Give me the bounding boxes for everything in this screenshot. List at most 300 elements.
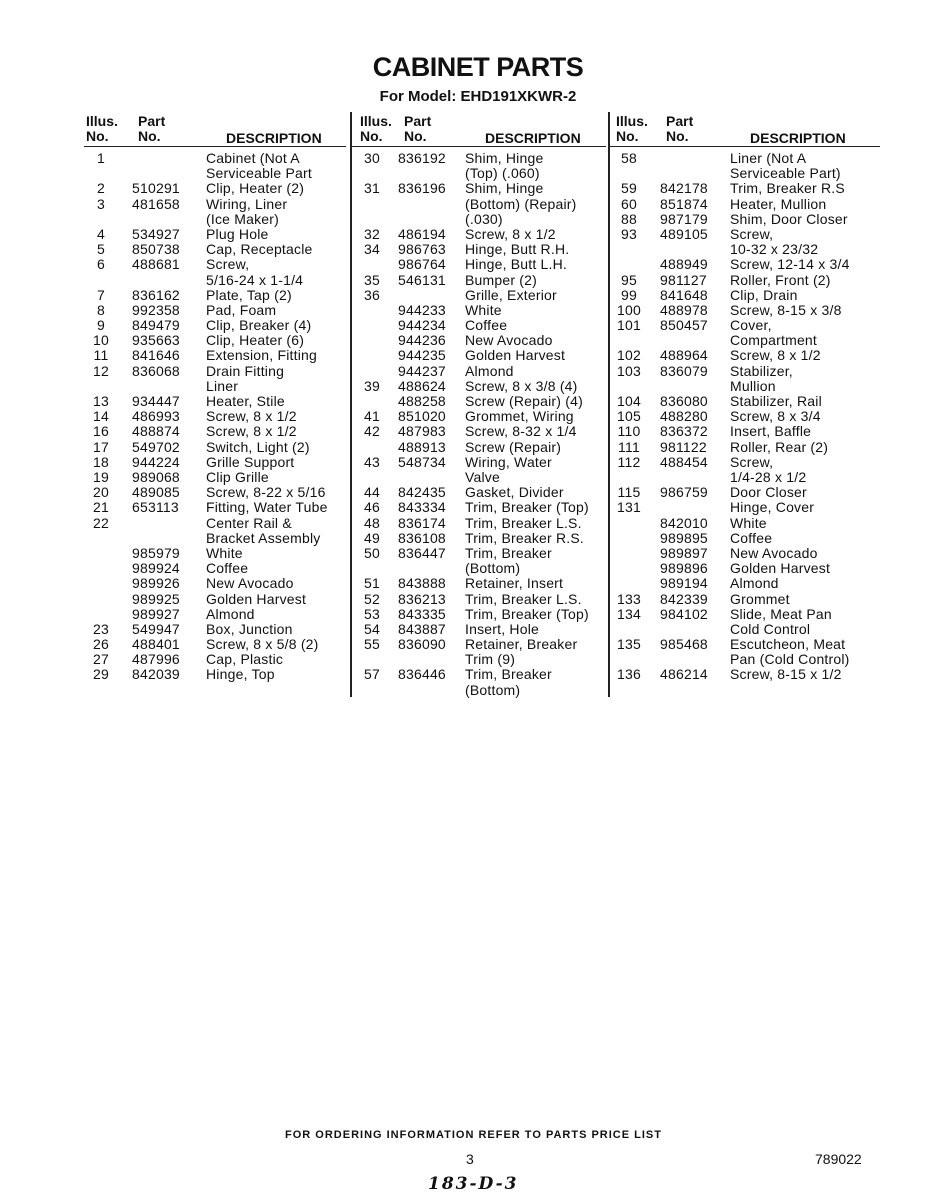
part-no: 989925	[132, 590, 180, 607]
description: Stabilizer, Mullion	[730, 362, 793, 394]
part-no: 488913	[398, 438, 446, 455]
part-row	[84, 348, 346, 363]
illus-no: 42	[364, 423, 380, 440]
illus-no: 21	[93, 499, 109, 516]
header-illus: Illus. No.	[360, 113, 392, 144]
description: Grille Support	[206, 453, 295, 470]
part-row	[84, 622, 346, 637]
part-no: 548734	[398, 453, 446, 470]
part-row	[610, 424, 880, 439]
part-no: 488874	[132, 423, 180, 440]
part-no: 985468	[660, 636, 708, 653]
description: New Avocado	[206, 575, 294, 592]
description: Clip, Breaker (4)	[206, 317, 312, 334]
part-no: 488964	[660, 347, 708, 364]
part-row	[352, 227, 606, 242]
illus-no: 12	[93, 362, 109, 379]
part-row	[84, 364, 346, 394]
part-row	[352, 364, 606, 379]
part-no: 549947	[132, 620, 180, 637]
part-no: 986764	[398, 256, 446, 273]
description: Almond	[206, 605, 255, 622]
part-row	[84, 318, 346, 333]
part-no: 486194	[398, 225, 446, 242]
part-row	[84, 394, 346, 409]
part-no: 836079	[660, 362, 708, 379]
illus-no: 111	[618, 438, 640, 455]
part-no: 989927	[132, 605, 180, 622]
description: Roller, Rear (2)	[730, 438, 829, 455]
part-row	[352, 257, 606, 272]
description: Roller, Front (2)	[730, 271, 831, 288]
part-no: 841648	[660, 286, 708, 303]
description: Clip, Heater (2)	[206, 180, 305, 197]
part-no: 488681	[132, 256, 180, 273]
illus-no: 115	[617, 484, 641, 501]
part-no: 944236	[398, 332, 446, 349]
part-no: 549702	[132, 438, 180, 455]
description: Screw, 8 x 1/2	[206, 423, 297, 440]
part-no: 944233	[398, 301, 446, 318]
description: New Avocado	[465, 332, 553, 349]
part-row	[84, 637, 346, 652]
part-row	[352, 607, 606, 622]
description: Heater, Mullion	[730, 195, 827, 212]
part-no: 488401	[132, 636, 180, 653]
part-row	[84, 424, 346, 439]
part-no: 981122	[660, 438, 707, 455]
part-row	[610, 394, 880, 409]
part-row	[610, 197, 880, 212]
part-row	[352, 242, 606, 257]
illus-no: 58	[621, 150, 637, 166]
illus-no: 52	[364, 590, 380, 607]
part-no: 843888	[398, 575, 446, 592]
part-no: 944224	[132, 453, 180, 470]
description: White	[206, 544, 243, 561]
part-row	[84, 257, 346, 287]
part-row	[610, 303, 880, 318]
illus-no: 60	[621, 195, 637, 212]
part-row	[610, 667, 880, 682]
illus-no: 26	[93, 636, 109, 653]
part-row	[84, 242, 346, 257]
illus-no: 2	[97, 180, 105, 197]
illus-no: 95	[621, 271, 637, 288]
part-row	[610, 592, 880, 607]
part-row	[352, 379, 606, 394]
illus-no: 105	[617, 408, 641, 425]
part-no: 836372	[660, 423, 708, 440]
illus-no: 136	[617, 666, 641, 683]
description: Trim, Breaker R.S	[730, 180, 845, 197]
part-no: 849479	[132, 317, 180, 334]
description: Golden Harvest	[465, 347, 566, 364]
illus-no: 20	[93, 484, 109, 501]
illus-no: 44	[364, 484, 380, 501]
part-row	[352, 318, 606, 333]
part-no: 944235	[398, 347, 446, 364]
illus-no: 10	[93, 332, 109, 349]
part-no: 534927	[132, 225, 180, 242]
part-row	[352, 546, 606, 576]
part-no: 985979	[132, 544, 180, 561]
description: Retainer, Breaker Trim (9)	[465, 636, 578, 668]
description: Screw, 5/16-24 x 1-1/4	[206, 256, 304, 288]
description: Box, Junction	[206, 620, 293, 637]
description: Bumper (2)	[465, 271, 538, 288]
part-row	[352, 455, 606, 485]
parts-column-3	[608, 112, 880, 697]
illus-no: 34	[364, 241, 380, 258]
illus-no: 16	[93, 423, 109, 440]
part-no: 488978	[660, 301, 708, 318]
header-part: Part No.	[138, 113, 166, 144]
illus-no: 43	[364, 453, 380, 470]
part-no: 488949	[660, 256, 708, 273]
description: Golden Harvest	[206, 590, 307, 607]
illus-no: 49	[364, 529, 380, 546]
part-row	[352, 500, 606, 515]
description: Screw (Repair) (4)	[465, 393, 583, 410]
illus-no: 93	[621, 225, 637, 242]
part-row	[610, 181, 880, 196]
part-no: 842435	[398, 484, 446, 501]
part-no: 989895	[660, 529, 708, 546]
illus-no: 102	[617, 347, 641, 364]
part-row	[610, 607, 880, 637]
illus-no: 133	[617, 590, 641, 607]
illus-no: 46	[364, 499, 380, 516]
illus-no: 18	[93, 453, 109, 470]
part-no: 851874	[660, 195, 708, 212]
part-no: 836162	[132, 286, 180, 303]
illus-no: 99	[621, 286, 637, 303]
description: Screw, 8-32 x 1/4	[465, 423, 577, 440]
part-row	[352, 516, 606, 531]
description: Trim, Breaker (Bottom)	[465, 666, 552, 698]
illus-no: 13	[93, 393, 109, 410]
page-title: CABINET PARTS	[372, 52, 584, 82]
description: Insert, Baffle	[730, 423, 812, 440]
part-row	[610, 318, 880, 348]
part-row	[610, 531, 880, 546]
part-row	[84, 516, 346, 546]
part-row	[352, 592, 606, 607]
part-no: 843334	[398, 499, 446, 516]
illus-no: 54	[364, 620, 380, 637]
illus-no: 29	[93, 666, 109, 683]
part-no: 836174	[398, 514, 446, 531]
part-no: 486214	[660, 666, 708, 683]
description: Liner (Not A Serviceable Part)	[730, 150, 841, 182]
part-row	[610, 227, 880, 257]
illus-no: 32	[364, 225, 380, 242]
description: Wiring, Liner (Ice Maker)	[206, 195, 288, 227]
description: Grille, Exterior	[465, 286, 557, 303]
part-row	[610, 455, 880, 485]
part-row	[610, 348, 880, 363]
column-header	[610, 112, 880, 147]
description: Trim, Breaker L.S.	[465, 590, 582, 607]
description: Pad, Foam	[206, 301, 277, 318]
illus-no: 5	[97, 241, 105, 258]
part-row	[610, 440, 880, 455]
part-no: 489105	[660, 225, 708, 242]
part-no: 488258	[398, 393, 446, 410]
description: Shim, Door Closer	[730, 210, 848, 227]
description: Escutcheon, Meat Pan (Cold Control)	[730, 636, 850, 668]
part-no: 984102	[660, 605, 708, 622]
illus-no: 57	[364, 666, 380, 683]
illus-no: 39	[364, 377, 380, 394]
part-no: 836447	[398, 544, 446, 561]
column-header	[352, 112, 606, 147]
description: Stabilizer, Rail	[730, 393, 822, 410]
header-illus: Illus. No.	[86, 113, 118, 144]
illus-no: 50	[364, 544, 380, 561]
part-row	[352, 303, 606, 318]
part-row	[84, 440, 346, 455]
header-desc: DESCRIPTION	[226, 130, 322, 146]
illus-no: 22	[93, 514, 109, 531]
description: Coffee	[465, 317, 508, 334]
part-row	[84, 500, 346, 515]
illus-no: 135	[617, 636, 641, 653]
part-row	[610, 637, 880, 667]
part-row	[352, 667, 606, 697]
part-row	[610, 576, 880, 591]
part-row	[352, 394, 606, 409]
illus-no: 110	[617, 423, 641, 440]
handwritten-note: 183-D-3	[428, 1174, 519, 1194]
description: Hinge, Top	[206, 666, 275, 683]
illus-no: 9	[97, 317, 105, 334]
part-row	[84, 227, 346, 242]
description: White	[465, 301, 502, 318]
description: Clip, Drain	[730, 286, 798, 303]
parts-column-2	[350, 112, 606, 697]
header-desc: DESCRIPTION	[750, 130, 846, 146]
part-row	[610, 561, 880, 576]
part-row	[352, 424, 606, 439]
description: Clip Grille	[206, 469, 269, 485]
part-no: 842010	[660, 514, 708, 531]
part-row	[352, 288, 606, 303]
description: Coffee	[730, 529, 773, 546]
description: Cabinet (Not A Serviceable Part	[206, 150, 312, 182]
illus-no: 19	[93, 469, 109, 485]
part-row	[84, 667, 346, 682]
description: Wiring, Water Valve	[465, 453, 552, 485]
illus-no: 112	[617, 453, 641, 470]
description: Cover, Compartment	[730, 317, 818, 349]
part-row	[352, 273, 606, 288]
part-row	[352, 531, 606, 546]
illus-no: 41	[364, 408, 380, 425]
description: Screw, 8-15 x 1/2	[730, 666, 842, 683]
illus-no: 100	[617, 301, 641, 318]
illus-no: 6	[97, 256, 105, 273]
illus-no: 131	[617, 499, 641, 516]
illus-no: 53	[364, 605, 380, 622]
description: Cap, Plastic	[206, 651, 284, 668]
illus-no: 101	[617, 317, 641, 334]
illus-no: 134	[617, 605, 641, 622]
description: Hinge, Cover	[730, 499, 815, 516]
part-no: 989068	[132, 469, 180, 485]
part-no: 850738	[132, 241, 180, 258]
illus-no: 36	[364, 286, 380, 303]
part-no: 653113	[132, 499, 179, 516]
part-row	[352, 409, 606, 424]
description: Clip, Heater (6)	[206, 332, 305, 349]
description: White	[730, 514, 767, 531]
part-no: 989926	[132, 575, 180, 592]
part-no: 488280	[660, 408, 708, 425]
part-no: 986763	[398, 241, 446, 258]
part-row	[84, 592, 346, 607]
part-no: 836068	[132, 362, 180, 379]
part-no: 488454	[660, 453, 708, 470]
description: Center Rail & Bracket Assembly	[206, 514, 321, 546]
description: Trim, Breaker L.S.	[465, 514, 582, 531]
part-no: 836090	[398, 636, 446, 653]
description: Gasket, Divider	[465, 484, 564, 501]
illus-no: 1	[97, 150, 105, 166]
illus-no: 3	[97, 195, 105, 212]
description: Screw, 8-22 x 5/16	[206, 484, 326, 501]
description: Screw, 8 x 1/2	[206, 408, 297, 425]
column-header	[84, 112, 346, 147]
part-no: 842039	[132, 666, 180, 683]
part-row	[84, 197, 346, 227]
description: Screw, 8 x 1/2	[465, 225, 556, 242]
description: Screw, 12-14 x 3/4	[730, 256, 850, 273]
part-row	[84, 485, 346, 500]
illus-no: 11	[93, 347, 109, 364]
parts-column-1	[84, 112, 346, 697]
part-no: 842339	[660, 590, 708, 607]
description: Grommet	[730, 590, 790, 607]
illus-no: 7	[97, 286, 105, 303]
part-no: 944237	[398, 362, 446, 379]
part-row	[352, 485, 606, 500]
illus-no: 55	[364, 636, 380, 653]
part-no: 546131	[398, 271, 446, 288]
description: Slide, Meat Pan Cold Control	[730, 605, 832, 637]
part-no: 934447	[132, 393, 180, 410]
description: Trim, Breaker (Bottom)	[465, 544, 552, 577]
part-row	[84, 409, 346, 424]
description: Screw, 10-32 x 23/32	[730, 225, 819, 258]
part-row	[352, 333, 606, 348]
illus-no: 4	[97, 225, 105, 242]
illus-no: 14	[93, 408, 109, 425]
illus-no: 8	[97, 301, 105, 318]
illus-no: 51	[364, 575, 380, 592]
header-illus: Illus. No.	[616, 113, 648, 144]
part-no: 510291	[132, 180, 180, 197]
header-part: Part No.	[404, 113, 432, 144]
description: Coffee	[206, 560, 249, 577]
part-row	[610, 212, 880, 227]
part-no: 989924	[132, 560, 180, 577]
description: Screw, 8 x 5/8 (2)	[206, 636, 319, 653]
header-part: Part No.	[666, 113, 694, 144]
part-row	[610, 409, 880, 424]
description: Hinge, Butt L.H.	[465, 256, 568, 273]
part-row	[352, 151, 606, 181]
part-no: 487983	[398, 423, 446, 440]
description: Trim, Breaker (Top)	[465, 605, 589, 622]
part-no: 836080	[660, 393, 708, 410]
part-row	[610, 546, 880, 561]
part-row	[84, 652, 346, 667]
part-no: 836108	[398, 529, 446, 546]
part-row	[352, 622, 606, 637]
part-row	[84, 181, 346, 196]
part-no: 989194	[660, 575, 708, 592]
part-no: 836192	[398, 150, 446, 166]
part-row	[610, 500, 880, 515]
part-row	[352, 440, 606, 455]
part-row	[84, 607, 346, 622]
description: Fitting, Water Tube	[206, 499, 328, 516]
description: Plate, Tap (2)	[206, 286, 292, 303]
part-no: 981127	[660, 271, 707, 288]
illus-no: 48	[364, 514, 380, 531]
description: Insert, Hole	[465, 620, 539, 637]
description: New Avocado	[730, 544, 818, 561]
part-no: 989896	[660, 560, 708, 577]
part-row	[84, 303, 346, 318]
part-no: 836446	[398, 666, 446, 683]
description: Hinge, Butt R.H.	[465, 241, 570, 258]
part-row	[84, 288, 346, 303]
part-row	[352, 348, 606, 363]
description: Almond	[465, 362, 514, 379]
part-no: 851020	[398, 408, 446, 425]
part-no: 850457	[660, 317, 708, 334]
part-no: 481658	[132, 195, 180, 212]
header-desc: DESCRIPTION	[485, 130, 581, 146]
ordering-note: FOR ORDERING INFORMATION REFER TO PARTS PRICE LIST	[285, 1129, 662, 1141]
description: Shim, Hinge (Bottom) (Repair) (.030)	[465, 180, 577, 227]
part-no: 486993	[132, 408, 180, 425]
description: Shim, Hinge (Top) (.060)	[465, 150, 544, 182]
description: Switch, Light (2)	[206, 438, 310, 455]
description: Grommet, Wiring	[465, 408, 574, 425]
part-row	[352, 637, 606, 667]
illus-no: 31	[364, 180, 380, 197]
part-row	[352, 181, 606, 227]
part-row	[352, 576, 606, 591]
part-row	[84, 333, 346, 348]
part-no: 986759	[660, 484, 708, 501]
description: Golden Harvest	[730, 560, 831, 577]
part-no: 487996	[132, 651, 180, 668]
part-row	[610, 273, 880, 288]
page-number: 3	[466, 1151, 474, 1167]
description: Plug Hole	[206, 225, 269, 242]
part-no: 935663	[132, 332, 180, 349]
part-row	[610, 485, 880, 500]
description: Retainer, Insert	[465, 575, 564, 592]
part-no: 987179	[660, 210, 708, 227]
illus-no: 27	[93, 651, 109, 668]
description: Screw, 8-15 x 3/8	[730, 301, 842, 318]
